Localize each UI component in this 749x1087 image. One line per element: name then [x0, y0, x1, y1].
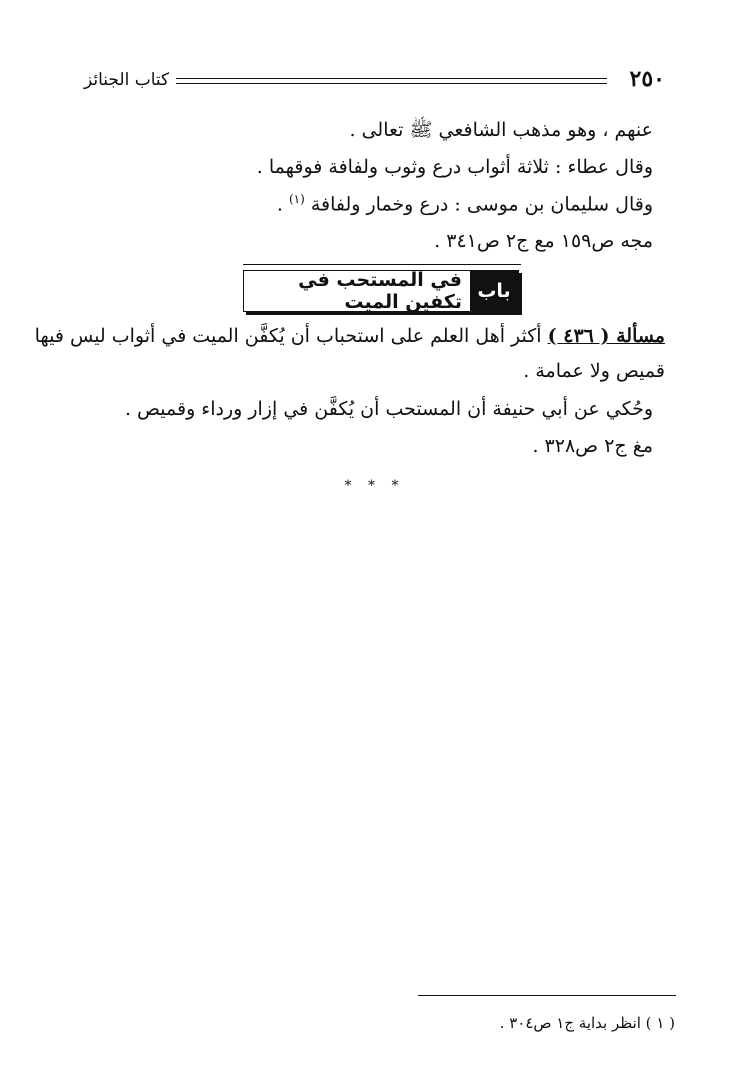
footnote: ( ١ ) انظر بداية ج١ ص٣٠٤ . — [499, 1014, 675, 1032]
masala-line-3: وحُكي عن أبي حنيفة أن المستحب أن يُكفَّن في إزار ورداء وقميص . — [124, 398, 653, 420]
chapter-word: باب — [470, 271, 518, 311]
masala-line-2: قميص ولا عمامة . — [523, 360, 665, 382]
chapter-top-rule — [243, 264, 521, 265]
text-line-3-end: . — [276, 193, 283, 216]
footnote-marker: (١) — [288, 192, 305, 206]
text-line-3-body: وقال سليمان بن موسى : درع وخمار ولفافة — [310, 193, 653, 216]
text-line-1: عنهم ، وهو مذهب الشافعي ﷺ تعالى . — [349, 119, 653, 141]
reference-line-2: مغ ج٢ ص٣٢٨ . — [532, 435, 653, 457]
masala-line-1 — [34, 325, 665, 347]
page-header — [84, 66, 665, 96]
text-line-2: وقال عطاء : ثلاثة أثواب درع وثوب ولفافة فوقهما . — [256, 156, 653, 178]
section-separator: * * * — [344, 478, 405, 494]
reference-line-1: مجه ص١٥٩ مع ج٢ ص٣٤١ . — [434, 230, 653, 252]
footnote-rule — [418, 995, 676, 996]
masala-text-1: أكثر أهل العلم على استحباب أن يُكفَّن الميت في أثواب ليس فيها — [34, 325, 542, 347]
page-number: ٢٥٠ — [629, 66, 665, 92]
chapter-heading-box — [243, 270, 519, 312]
header-double-rule — [176, 78, 607, 84]
chapter-title: في المستحب في تكفين الميت — [298, 269, 462, 313]
text-line-3 — [277, 192, 653, 215]
masala-label: مسألة ( ٤٣٦ ) — [547, 325, 665, 347]
book-title: كتاب الجنائز — [84, 70, 170, 90]
